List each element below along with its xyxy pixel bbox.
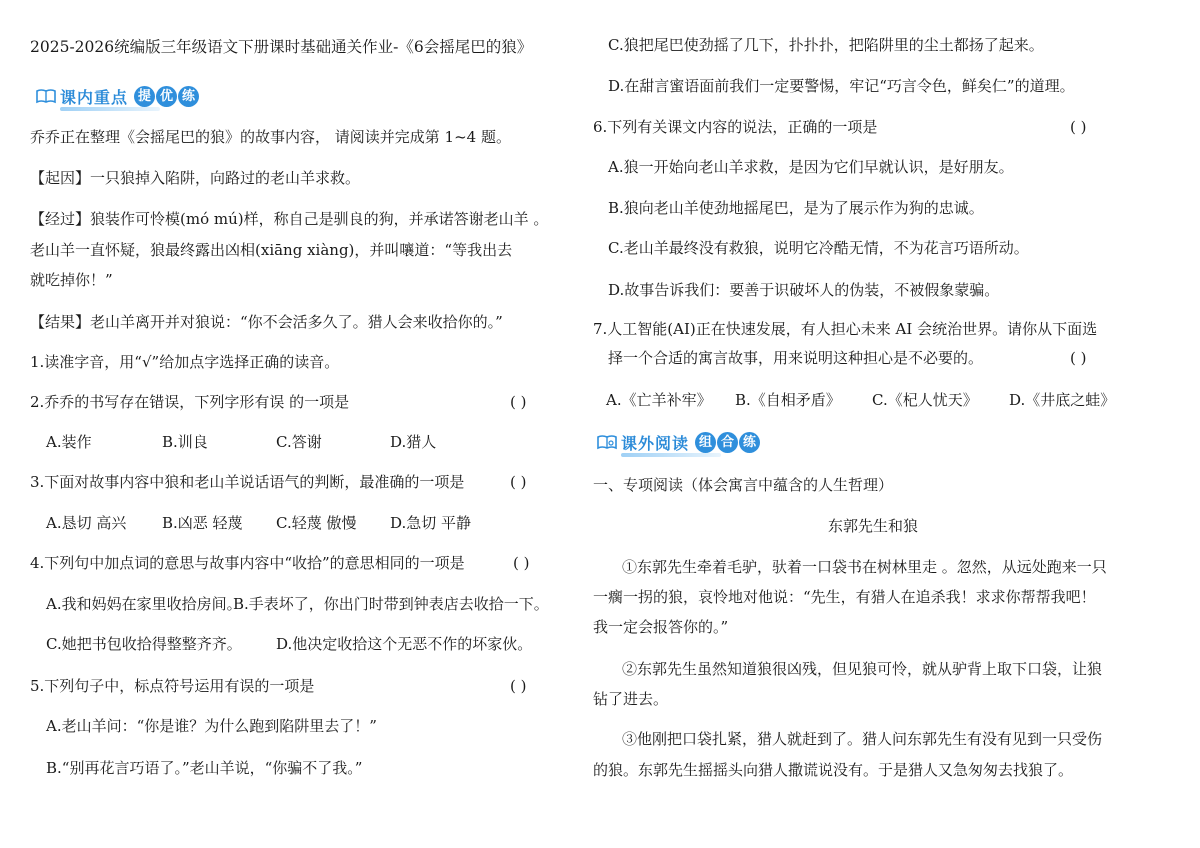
badge-char: 合 bbox=[717, 432, 738, 453]
answer-blank[interactable]: ( ) bbox=[510, 393, 527, 411]
option: D.《井底之蛙》 bbox=[1009, 391, 1116, 409]
paragraph-3: 的狼。东郭先生摇摇头向猎人撒谎说没有。于是猎人又急匆匆去找狼了。 bbox=[593, 761, 1074, 779]
question-3: 3.下面对故事内容中狼和老山羊说话语气的判断，最准确的一项是 bbox=[30, 473, 465, 491]
option: B.手表坏了，你出门时带到钟表店去收拾一下。 bbox=[233, 595, 549, 613]
paragraph-2: ②东郭先生虽然知道狼很凶残，但见狼可怜，就从驴背上取下口袋，让狼 bbox=[622, 660, 1103, 678]
question-7: 择一个合适的寓言故事，用来说明这种担心是不必要的。 bbox=[608, 349, 984, 367]
page-title: 2025-2026统编版三年级语文下册课时基础通关作业-《6会摇尾巴的狼》 bbox=[30, 38, 533, 56]
paragraph-1: 我一定会报答你的。” bbox=[593, 618, 729, 636]
section-badge bbox=[695, 432, 761, 453]
story-cause: 【起因】一只狼掉入陷阱，向路过的老山羊求救。 bbox=[30, 169, 361, 187]
option: A.狼一开始向老山羊求救，是因为它们早就认识，是好朋友。 bbox=[608, 158, 1014, 176]
intro-text: 乔乔正在整理《会摇尾巴的狼》的故事内容， 请阅读并完成第 1~4 题。 bbox=[30, 128, 511, 146]
section-title: 课外阅读 bbox=[621, 433, 690, 453]
story-process: 就吃掉你！” bbox=[30, 271, 113, 289]
badge-char: 练 bbox=[739, 432, 760, 453]
option: B.“别再花言巧语了。”老山羊说，“你骗不了我。” bbox=[46, 759, 363, 777]
option: D.猎人 bbox=[390, 433, 437, 451]
option: A.恳切 高兴 bbox=[46, 514, 127, 532]
option: B.训良 bbox=[162, 433, 208, 451]
answer-blank[interactable]: ( ) bbox=[513, 554, 530, 572]
question-2: 2.乔乔的书写存在错误，下列字形有误 的一项是 bbox=[30, 393, 350, 411]
option: D.他决定收拾这个无恶不作的坏家伙。 bbox=[276, 635, 533, 653]
question-4: 4.下列句中加点词的意思与故事内容中“收拾”的意思相同的一项是 bbox=[30, 554, 465, 572]
answer-blank[interactable]: ( ) bbox=[1070, 349, 1087, 367]
book-icon bbox=[36, 88, 56, 104]
option: B.凶恶 轻蔑 bbox=[162, 514, 243, 532]
paragraph-1: ①东郭先生牵着毛驴，驮着一口袋书在树林里走 。忽然，从远处跑来一只 bbox=[622, 558, 1107, 576]
option: C.答谢 bbox=[276, 433, 322, 451]
badge-char: 练 bbox=[178, 86, 199, 107]
option: D.急切 平静 bbox=[390, 514, 472, 532]
option: C.老山羊最终没有救狼，说明它冷酷无情，不为花言巧语所动。 bbox=[608, 239, 1029, 257]
section-underline bbox=[60, 107, 160, 111]
option: C.她把书包收拾得整整齐齐。 bbox=[46, 635, 242, 653]
story-result: 【结果】老山羊离开并对狼说：“你不会活多久了。猎人会来收拾你的。” bbox=[30, 313, 503, 331]
badge-char: 优 bbox=[156, 86, 177, 107]
part-heading: 一、专项阅读（体会寓言中蕴含的人生哲理） bbox=[593, 476, 894, 494]
section-title: 课内重点 bbox=[60, 87, 129, 107]
section-header-in-class bbox=[36, 84, 200, 108]
answer-blank[interactable]: ( ) bbox=[1070, 118, 1087, 136]
option: C.《杞人忧天》 bbox=[872, 391, 978, 409]
paragraph-1: 一瘸一拐的狼，哀怜地对他说：“先生，有猎人在追杀我！求求你帮帮我吧！ bbox=[593, 588, 1096, 606]
section-underline bbox=[621, 453, 721, 457]
question-5: 5.下列句子中，标点符号运用有误的一项是 bbox=[30, 677, 315, 695]
option: A.我和妈妈在家里收拾房间。 bbox=[46, 595, 242, 613]
option: A.老山羊问：“你是谁？为什么跑到陷阱里去了！” bbox=[46, 717, 377, 735]
option: C.狼把尾巴使劲摇了几下，扑扑扑，把陷阱里的尘土都扬了起来。 bbox=[608, 36, 1044, 54]
question-6: 6.下列有关课文内容的说法，正确的一项是 bbox=[593, 118, 878, 136]
badge-char: 组 bbox=[695, 432, 716, 453]
answer-blank[interactable]: ( ) bbox=[510, 473, 527, 491]
option: B.狼向老山羊使劲地摇尾巴，是为了展示作为狗的忠诚。 bbox=[608, 199, 984, 217]
paragraph-3: ③他刚把口袋扎紧，猎人就赶到了。猎人问东郭先生有没有见到一只受伤 bbox=[622, 730, 1103, 748]
badge-char: 提 bbox=[134, 86, 155, 107]
reading-book-icon bbox=[597, 434, 617, 450]
option: A.装作 bbox=[46, 433, 92, 451]
option: B.《自相矛盾》 bbox=[735, 391, 841, 409]
question-7: 7.人工智能(AI)正在快速发展，有人担心未来 AI 会统治世界。请你从下面选 bbox=[593, 320, 1098, 338]
option: A.《亡羊补牢》 bbox=[606, 391, 712, 409]
section-header-extracurricular bbox=[597, 430, 761, 454]
story-process: 【经过】狼装作可怜模(mó mú)样，称自己是驯良的狗，并承诺答谢老山羊 。 bbox=[30, 210, 549, 228]
question-1: 1.读准字音，用“√”给加点字选择正确的读音。 bbox=[30, 353, 340, 371]
option: C.轻蔑 傲慢 bbox=[276, 514, 357, 532]
option: D.故事告诉我们：要善于识破坏人的伪装，不被假象蒙骗。 bbox=[608, 281, 1000, 299]
answer-blank[interactable]: ( ) bbox=[510, 677, 527, 695]
paragraph-2: 钻了进去。 bbox=[593, 690, 669, 708]
story-title: 东郭先生和狼 bbox=[827, 517, 918, 535]
section-badge bbox=[134, 86, 200, 107]
story-process: 老山羊一直怀疑，狼最终露出凶相(xiāng xiàng)，并叫嚷道：“等我出去 bbox=[30, 241, 513, 259]
option: D.在甜言蜜语面前我们一定要警惕，牢记“巧言令色，鲜矣仁”的道理。 bbox=[608, 77, 1075, 95]
